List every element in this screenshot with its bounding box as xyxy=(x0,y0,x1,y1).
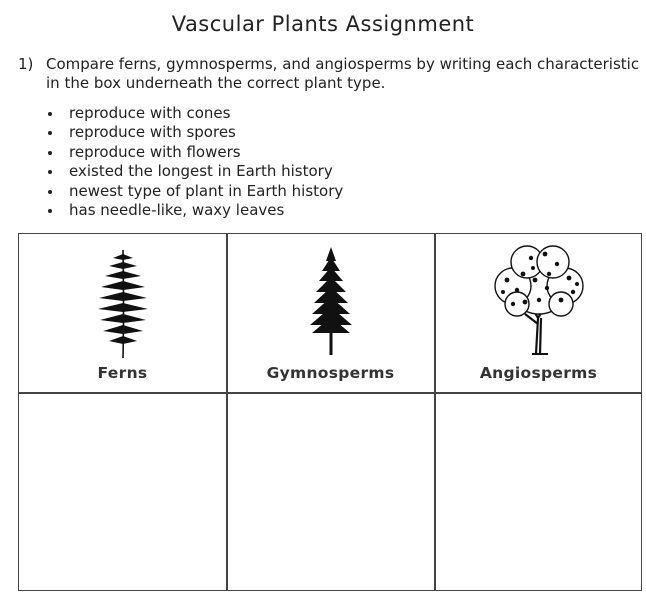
angiosperms-header-cell xyxy=(435,234,642,392)
bullet-icon xyxy=(48,170,52,174)
gymnosperms-answer-box[interactable] xyxy=(227,394,434,590)
gymnosperms-header-cell xyxy=(227,234,434,392)
characteristics-list xyxy=(44,104,343,220)
question-text: Compare ferns, gymnosperms, and angiosperms by writing each characteristic in the box underneath the correct plant type. xyxy=(46,55,640,92)
fern-icon xyxy=(93,248,153,360)
pine-tree-icon xyxy=(306,247,356,355)
worksheet-title: Vascular Plants Assignment xyxy=(171,12,475,36)
ferns-answer-box[interactable] xyxy=(19,394,226,590)
column-header-angiosperms: Angiosperms xyxy=(479,364,598,382)
list-item: reproduce with flowers xyxy=(44,143,343,162)
plant-comparison-table xyxy=(18,233,642,591)
question-number: 1) xyxy=(18,55,34,73)
bullet-icon xyxy=(48,190,52,194)
flowering-tree-icon xyxy=(487,244,591,356)
bullet-icon xyxy=(48,209,52,213)
list-item: has needle-like, waxy leaves xyxy=(44,201,343,220)
bullet-icon xyxy=(48,151,52,155)
list-item: newest type of plant in Earth history xyxy=(44,182,343,201)
column-header-ferns: Ferns xyxy=(97,364,148,382)
list-item: reproduce with spores xyxy=(44,123,343,142)
angiosperms-answer-box[interactable] xyxy=(435,394,642,590)
ferns-header-cell xyxy=(19,234,226,392)
bullet-icon xyxy=(48,131,52,135)
list-item: existed the longest in Earth history xyxy=(44,162,343,181)
list-item: reproduce with cones xyxy=(44,104,343,123)
bullet-icon xyxy=(48,112,52,116)
column-header-gymnosperms: Gymnosperms xyxy=(266,364,395,382)
